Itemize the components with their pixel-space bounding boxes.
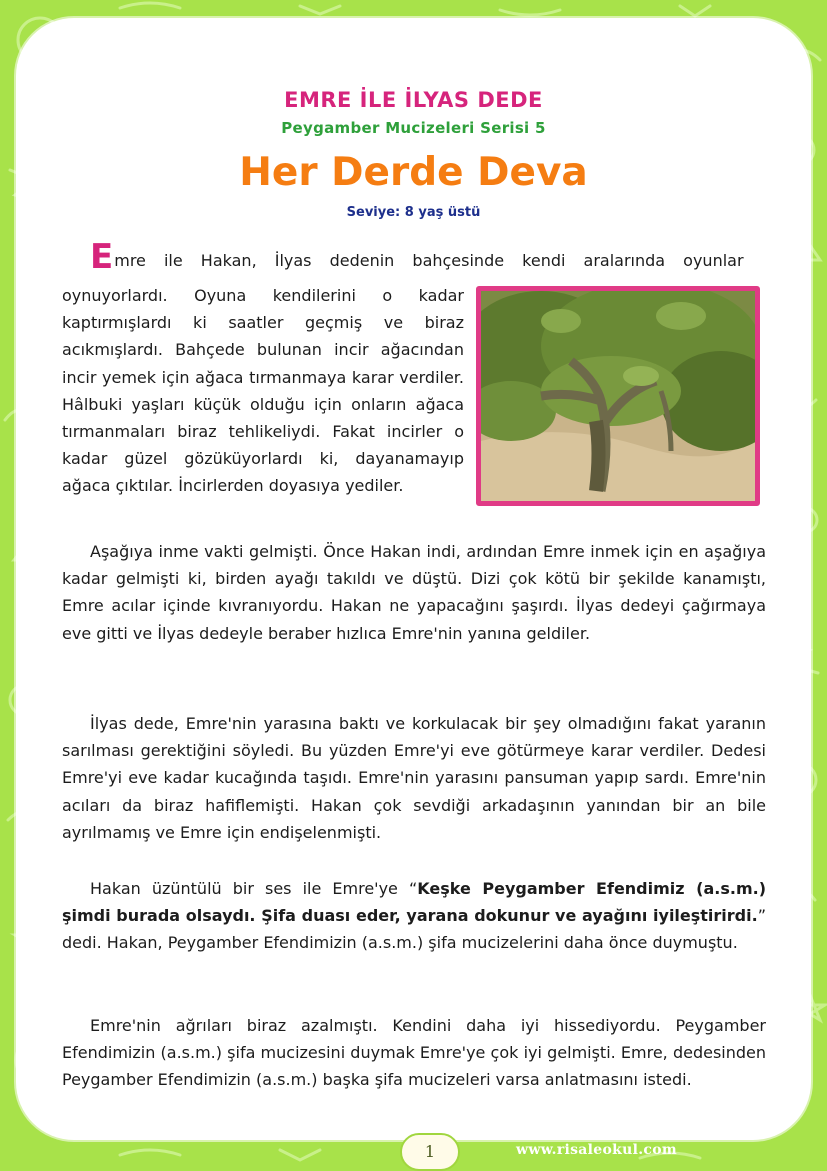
drop-cap: E: [90, 237, 114, 277]
paragraph-2-text: Aşağıya inme vakti gelmişti. Önce Hakan indi, ardından Emre inmek için en aşağıya kadar gelmişti ki, birden ayağı takıldı ve düştü. Dizi çok kötü bir şekilde kanamıştı, Emre acılar içinde kıvranıyordu. Hakan ne yapacağını şaşırdı. İlyas dedeyi çağırmaya eve gitti ve İlyas dedeyle beraber hızlıca Emre'nin yanına geldiler.: [62, 542, 766, 643]
paragraph-5-text: Emre'nin ağrıları biraz azalmıştı. Kendini daha iyi hissediyordu. Peygamber Efendimizin (a.s.m.) şifa mucizesini duymak Emre'ye çok iyi gelmişti. Emre, dedesinden Peygamber Efendimizin (a.s.m.) başka şifa mucizeleri varsa anlatmasını istedi.: [62, 1016, 766, 1090]
series-title: EMRE İLE İLYAS DEDE: [284, 88, 543, 112]
paragraph-2: [62, 538, 766, 647]
fig-tree-photo: [476, 286, 760, 506]
paragraph-5: [62, 1012, 766, 1094]
story-title: Her Derde Deva: [239, 150, 588, 195]
website-link[interactable]: www.risaleokul.com: [516, 1142, 677, 1158]
paragraph-4-before: Hakan üzüntülü bir ses ile Emre'ye “: [90, 879, 418, 898]
paragraph-4-after: ” dedi. Hakan, Peygamber Efendimizin (a.s.m.) şifa mucizelerini daha önce duymuştu.: [62, 906, 766, 953]
page-number: 1: [400, 1133, 460, 1171]
paragraph-4: [62, 875, 766, 957]
series-subtitle: Peygamber Mucizeleri Serisi 5: [281, 119, 546, 137]
paragraph-3-text: İlyas dede, Emre'nin yarasına baktı ve korkulacak bir şey olmadığını fakat yaranın sarılması gerektiğini söyledi. Bu yüzden Emre'yi eve götürmeye karar verdiler. Dedesi Emre'yi eve kadar kucağında taşıdı. Emre'nin yarasını pansuman yapıp sardı. Emre'nin acıları da biraz hafiflemişti. Hakan çok sevdiği arkadaşının yanından bir an bile ayrılmamış ve Emre için endişelenmişti.: [62, 714, 766, 842]
paragraph-1: oynuyorlardı. Oyuna kendilerini o kadar kaptırmışlardı ki saatler geçmiş ve biraz acıkmışlardı. Bahçede bulunan incir ağacından incir yemek için ağaca tırmanmaya karar verdiler. Hâlbuki yaşları küçük olduğu için onların ağaca tırmanmaları biraz tehlikeliydi. Fakat incirler o kadar güzel gözüküyorlardı ki, dayanamayıp ağaca çıktılar. İncirlerden doyasıya yediler.: [62, 286, 464, 496]
first-line-text: mre ile Hakan, İlyas dedenin bahçesinde kendi aralarında oyunlar: [114, 251, 744, 270]
paragraph-3: [62, 710, 766, 846]
first-line: [90, 237, 766, 277]
paragraph-4-quote: Keşke Peygamber Efendimiz (a.s.m.) şimdi burada olsaydı. Şifa duası eder, yarana dokunur ve ayağını iyileştirirdi.: [62, 879, 767, 926]
reading-level: Seviye: 8 yaş üstü: [346, 205, 481, 220]
